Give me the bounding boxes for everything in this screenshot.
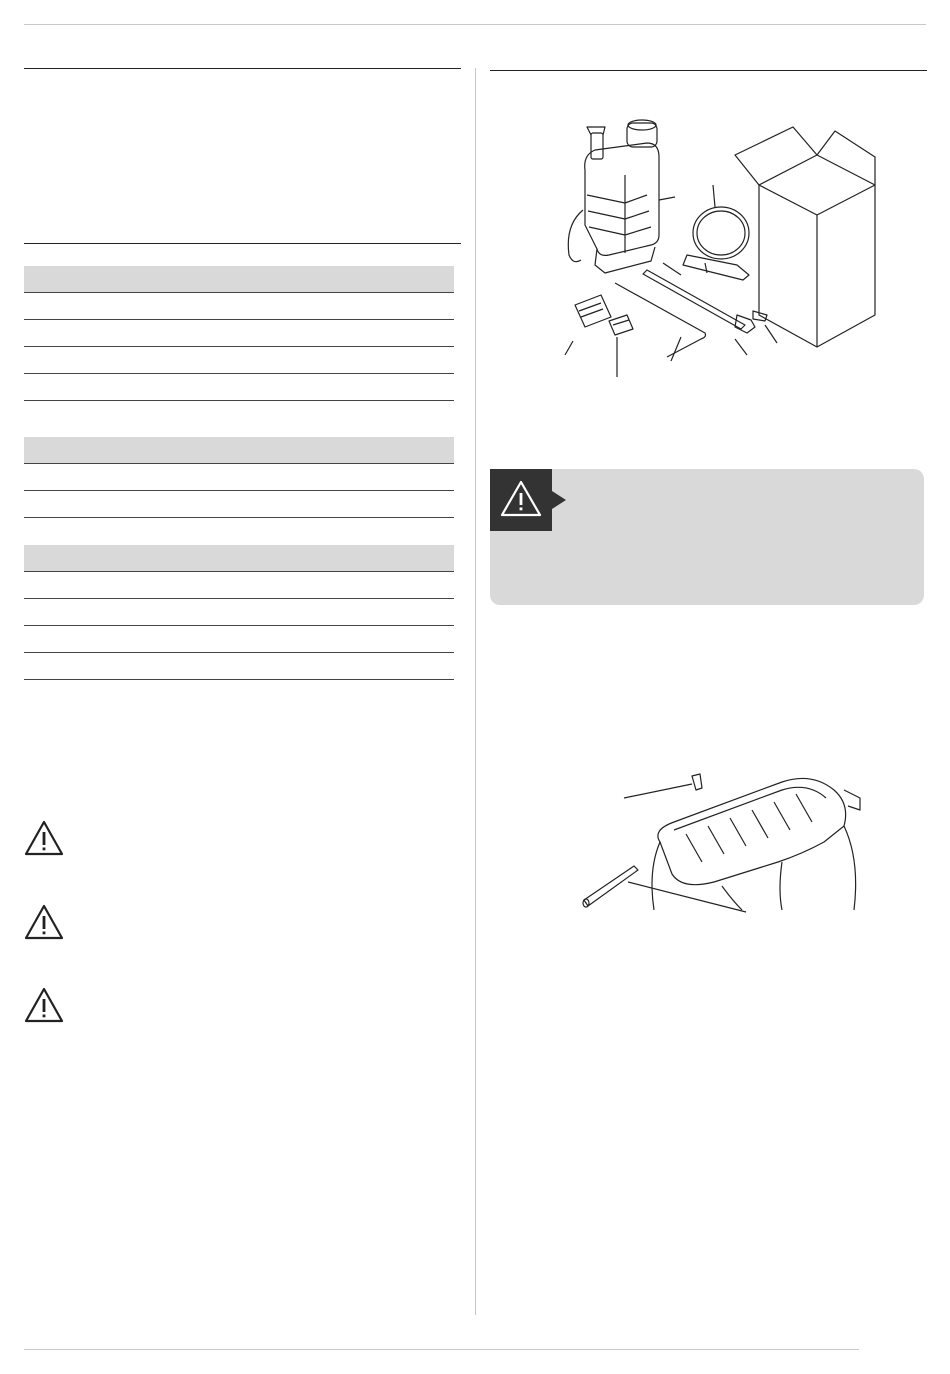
left-section-rule-2	[24, 243, 461, 244]
sprayer-package-contents-illustration	[555, 115, 885, 390]
table-cell	[26, 626, 266, 652]
table-cell	[26, 293, 266, 319]
table-section-header	[24, 545, 454, 572]
table-cell	[26, 572, 266, 598]
table-cell	[270, 572, 450, 598]
table-cell	[270, 347, 450, 373]
table-cell	[26, 491, 266, 517]
table-cell	[270, 599, 450, 625]
table-row	[24, 347, 454, 374]
table-cell	[270, 464, 450, 490]
table-cell	[26, 599, 266, 625]
table-cell	[270, 266, 450, 292]
table-row	[24, 464, 454, 491]
table-cell	[26, 347, 266, 373]
right-section-rule-1	[490, 70, 927, 71]
warning-triangle-icon	[490, 469, 570, 531]
table-cell	[270, 437, 450, 463]
notice-box	[490, 469, 924, 605]
table-cell	[26, 653, 266, 679]
warning-triangle-icon	[24, 820, 64, 856]
warning-triangle-icon	[24, 904, 64, 940]
table-row	[24, 599, 454, 626]
table-row	[24, 293, 454, 320]
warning-item	[24, 820, 454, 860]
table-row	[24, 653, 454, 680]
table-row	[24, 626, 454, 653]
table-cell	[26, 437, 266, 463]
table-cell	[270, 545, 450, 571]
table-cell	[270, 320, 450, 346]
sprayer-tank-assembly-illustration	[582, 770, 867, 915]
column-divider	[475, 68, 476, 1315]
table-cell	[270, 653, 450, 679]
table-row	[24, 374, 454, 401]
table-row	[24, 320, 454, 347]
table-cell	[26, 374, 266, 400]
table-cell	[270, 491, 450, 517]
table-cell	[26, 320, 266, 346]
table-row	[24, 572, 454, 599]
left-section-rule-1	[24, 68, 461, 69]
table-cell	[26, 266, 266, 292]
table-cell	[270, 374, 450, 400]
table-section-header	[24, 266, 454, 293]
warning-item	[24, 904, 454, 944]
footer-rule	[24, 1349, 859, 1350]
warning-item	[24, 987, 454, 1027]
table-cell	[26, 545, 266, 571]
table-cell	[270, 626, 450, 652]
table-cell	[270, 293, 450, 319]
table-cell	[26, 464, 266, 490]
top-rule	[24, 24, 926, 25]
table-row	[24, 491, 454, 518]
table-section-header	[24, 437, 454, 464]
warning-triangle-icon	[24, 987, 64, 1023]
